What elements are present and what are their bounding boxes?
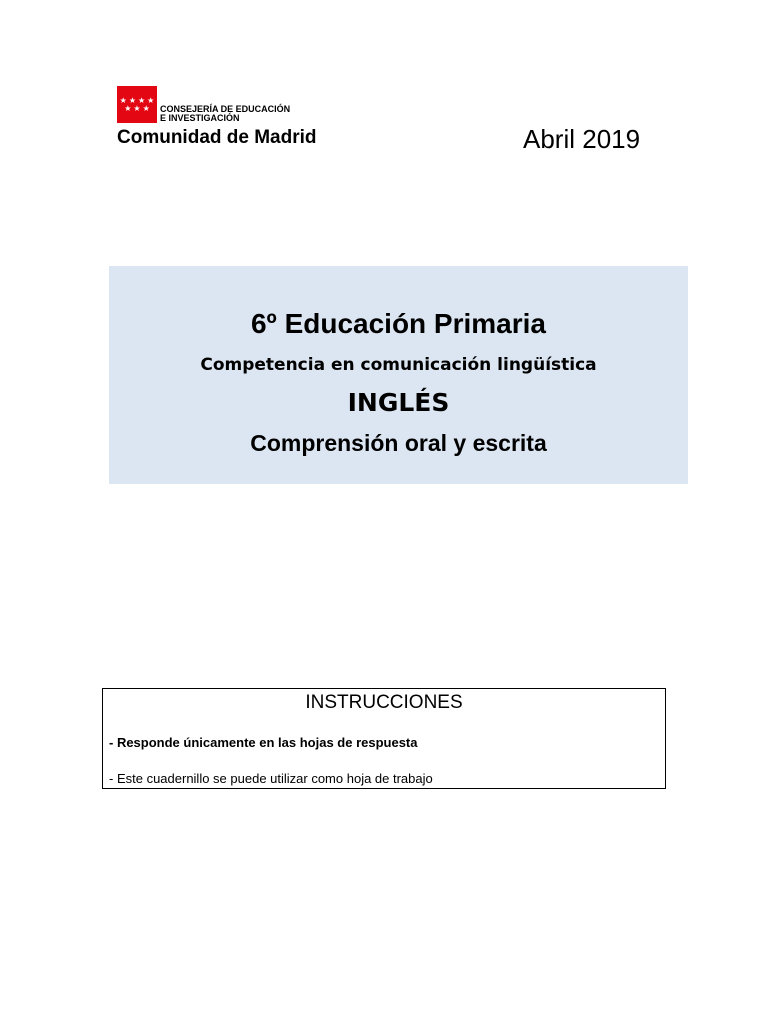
comunidad-madrid-flag-icon [117,86,157,123]
skills-subtitle: Comprensión oral y escrita [250,430,547,456]
star-icon: ★ [128,95,136,105]
grade-title: 6º Educación Primaria [250,308,546,339]
star-icon: ★ [138,95,146,105]
document-date: Abril 2019 [523,124,641,154]
title-box [109,266,688,484]
star-icon: ★ [124,103,132,113]
instruction-item: - Este cuadernillo se puede utilizar como hoja de trabajo [109,771,433,786]
department-name [160,105,290,123]
department-line: CONSEJERÍA DE EDUCACIÓN [160,104,291,114]
competence-subtitle: Competencia en comunicación lingüística [200,355,597,375]
department-line: E INVESTIGACIÓN [160,113,240,123]
instruction-item: - Responde únicamente en las hojas de respuesta [109,735,418,750]
instructions-title: INSTRUCCIONES [305,692,463,713]
organization-name: Comunidad de Madrid [117,127,317,148]
star-icon: ★ [119,95,127,105]
star-icon: ★ [133,103,141,113]
star-icon: ★ [142,103,150,113]
star-icon: ★ [147,95,155,105]
flag-star-row [124,105,150,113]
subject-title: INGLÉS [347,388,450,417]
instructions-box [102,688,666,789]
